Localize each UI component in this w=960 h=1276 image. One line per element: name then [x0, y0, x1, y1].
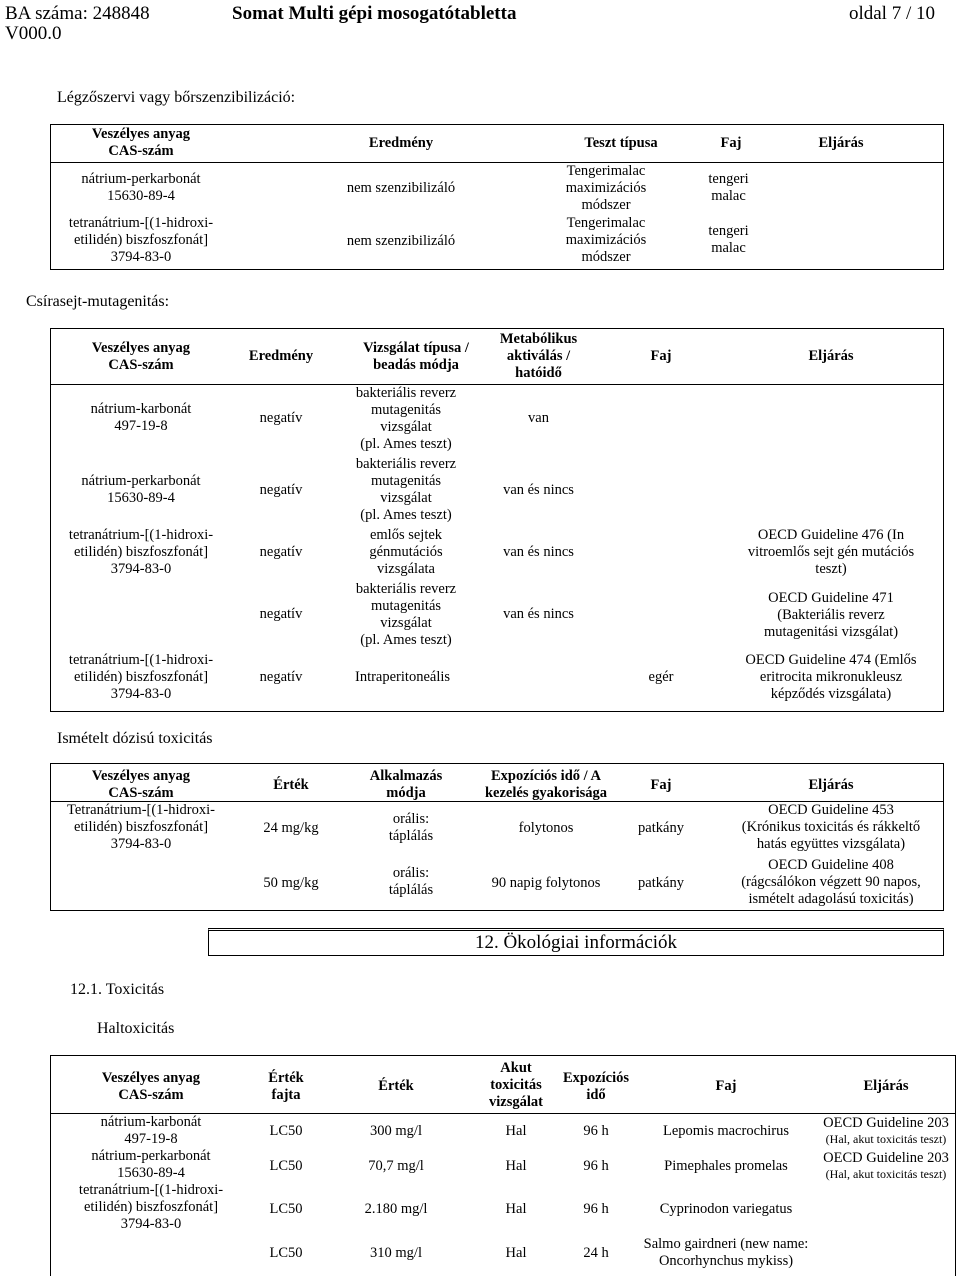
- row-value: 310 mg/l: [370, 1245, 422, 1261]
- col-method: Eljárás: [808, 777, 854, 793]
- row-result: nem szenzibilizáló: [346, 180, 456, 196]
- row-exposure: 96 h: [583, 1201, 609, 1217]
- repeated-table: [50, 763, 944, 911]
- row-value: 50 mg/kg: [263, 875, 319, 891]
- row-test-type: Tengerimalac maximizációs módszer: [565, 163, 647, 213]
- row-substance: nátrium-perkarbonát 15630-89-4: [81, 171, 201, 204]
- row-method: OECD Guideline 471 (Bakteriális reverz mutagenitási vizsgálat): [763, 590, 899, 640]
- col-value-type: Érték fajta: [268, 1070, 304, 1103]
- col-substance: Veszélyes anyag CAS-szám: [91, 126, 191, 159]
- page-header: [0, 0, 960, 42]
- col-result: Eredmény: [368, 135, 434, 151]
- row-substance: tetranátrium-[(1-hidroxi- etilidén) biszfoszfonát] 3794-83-0: [68, 527, 214, 577]
- document-title: Somat Multi gépi mosogatótabletta: [232, 3, 517, 24]
- row-test: bakteriális reverz mutagenitás vizsgálat (pl. Ames teszt): [355, 456, 457, 523]
- col-substance: Veszélyes anyag CAS-szám: [91, 768, 191, 801]
- col-method: Eljárás: [808, 348, 854, 364]
- row-test: emlős sejtek génmutációs vizsgálata: [369, 527, 443, 577]
- row-metabolic: van: [528, 410, 549, 426]
- row-test: bakteriális reverz mutagenitás vizsgálat (pl. Ames teszt): [355, 385, 457, 452]
- substance-list: nátrium-karbonát 497-19-8 nátrium-perkarbonát 15630-89-4 tetranátrium-[(1-hidroxi- etilidén) biszfoszfonát] 3794-83-0: [78, 1114, 224, 1232]
- row-exposure: 90 napig folytonos: [491, 875, 601, 891]
- col-test-type: Teszt típusa: [584, 135, 658, 151]
- col-method: Eljárás: [863, 1078, 909, 1094]
- row-test-type: Tengerimalac maximizációs módszer: [565, 215, 647, 265]
- row-method: OECD Guideline 476 (In vitroemlős sejt gén mutációs teszt): [747, 527, 915, 577]
- row-result: nem szenzibilizáló: [346, 233, 456, 249]
- row-substance: Tetranátrium-[(1-hidroxi- etilidén) biszfoszfonát] 3794-83-0: [67, 802, 215, 852]
- row-metabolic: van és nincs: [503, 482, 574, 498]
- row-metabolic: van és nincs: [503, 606, 574, 622]
- col-substance: Veszélyes anyag CAS-szám: [101, 1070, 201, 1103]
- row-type: LC50: [269, 1245, 303, 1261]
- mutagenicity-heading: Csírasejt-mutagenitás:: [26, 293, 170, 310]
- col-exposure: Expozíciós idő / A kezelés gyakorisága: [484, 768, 608, 801]
- row-method: OECD Guideline 474 (Emlős eritrocita mikronukleusz képződés vizsgálata): [745, 652, 917, 702]
- ba-number: BA száma: 248848: [5, 3, 150, 24]
- fish-toxicity-heading: Haltoxicitás: [97, 1020, 175, 1037]
- row-species: tengeri malac: [708, 223, 749, 256]
- row-result: negatív: [259, 482, 303, 498]
- row-result: negatív: [259, 606, 303, 622]
- sensitization-heading: Légzőszervi vagy bőrszenzibilizáció:: [57, 89, 296, 106]
- row-method: OECD Guideline 408 (rágcsálókon végzett 90 napos, ismételt adagolású toxicitás): [741, 857, 921, 907]
- row-exposure: 96 h: [583, 1158, 609, 1174]
- section-banner: [208, 928, 944, 956]
- col-result: Eredmény: [248, 348, 314, 364]
- col-species: Faj: [650, 348, 672, 364]
- col-species: Faj: [715, 1078, 737, 1094]
- row-species: Pimephales promelas: [664, 1158, 788, 1174]
- row-result: negatív: [259, 669, 303, 685]
- row-route: orális: táplálás: [388, 865, 434, 898]
- fish-toxicity-table: [50, 1055, 956, 1276]
- row-acute: Hal: [505, 1158, 527, 1174]
- row-result: negatív: [259, 410, 303, 426]
- col-metabolic: Metabólikus aktiválás / hatóidő: [499, 331, 578, 381]
- row-metabolic: van és nincs: [503, 544, 574, 560]
- row-substance: tetranátrium-[(1-hidroxi- etilidén) biszfoszfonát] 3794-83-0: [68, 215, 214, 265]
- row-type: LC50: [269, 1123, 303, 1139]
- row-test: bakteriális reverz mutagenitás vizsgálat (pl. Ames teszt): [355, 581, 457, 648]
- col-method: Eljárás: [818, 135, 864, 151]
- row-species: patkány: [638, 820, 684, 836]
- row-species: egér: [648, 669, 674, 685]
- row-route: orális: táplálás: [388, 811, 434, 844]
- row-species: Lepomis macrochirus: [662, 1123, 790, 1139]
- row-value: 24 mg/kg: [263, 820, 319, 836]
- col-test: Vizsgálat típusa / beadás módja: [363, 340, 469, 373]
- col-species: Faj: [650, 777, 672, 793]
- row-exposure: 24 h: [583, 1245, 609, 1261]
- row-method: OECD Guideline 203 (Hal, akut toxicitás teszt): [823, 1115, 949, 1146]
- row-acute: Hal: [505, 1245, 527, 1261]
- subsection-title: 12.1. Toxicitás: [70, 981, 165, 998]
- row-test: Intraperitoneális: [355, 669, 451, 685]
- row-acute: Hal: [505, 1201, 527, 1217]
- row-substance: nátrium-perkarbonát 15630-89-4: [81, 473, 201, 506]
- row-species: patkány: [638, 875, 684, 891]
- col-substance: Veszélyes anyag CAS-szám: [91, 340, 191, 373]
- repeated-heading: Ismételt dózisú toxicitás: [57, 730, 213, 747]
- mutagenicity-table: [50, 328, 944, 712]
- row-substance: nátrium-karbonát 497-19-8: [90, 401, 192, 434]
- col-value: Érték: [378, 1078, 414, 1094]
- row-exposure: 96 h: [583, 1123, 609, 1139]
- row-species: Salmo gairdneri (new name: Oncorhynchus mykiss): [643, 1236, 809, 1269]
- row-method: OECD Guideline 203 (Hal, akut toxicitás teszt): [823, 1150, 949, 1181]
- row-species: tengeri malac: [708, 171, 749, 204]
- row-substance: tetranátrium-[(1-hidroxi- etilidén) biszfoszfonát] 3794-83-0: [68, 652, 214, 702]
- col-acute: Akut toxicitás vizsgálat: [489, 1060, 543, 1110]
- page-number: oldal 7 / 10: [848, 3, 935, 24]
- row-value: 300 mg/l: [370, 1123, 422, 1139]
- col-exposure: Expozíciós idő: [562, 1070, 630, 1103]
- row-method: OECD Guideline 453 (Krónikus toxicitás és rákkeltő hatás együttes vizsgálata): [741, 802, 921, 852]
- row-type: LC50: [269, 1158, 303, 1174]
- sensitization-table: [50, 124, 944, 270]
- col-value: Érték: [273, 777, 309, 793]
- version: V000.0: [5, 23, 62, 44]
- row-value: 2.180 mg/l: [364, 1201, 428, 1217]
- row-species: Cyprinodon variegatus: [659, 1201, 793, 1217]
- row-type: LC50: [269, 1201, 303, 1217]
- col-route: Alkalmazás módja: [369, 768, 443, 801]
- col-species: Faj: [720, 135, 742, 151]
- section-title: 12. Ökológiai információk: [474, 932, 678, 953]
- row-value: 70,7 mg/l: [368, 1158, 424, 1174]
- row-result: negatív: [259, 544, 303, 560]
- row-exposure: folytonos: [518, 820, 574, 836]
- row-acute: Hal: [505, 1123, 527, 1139]
